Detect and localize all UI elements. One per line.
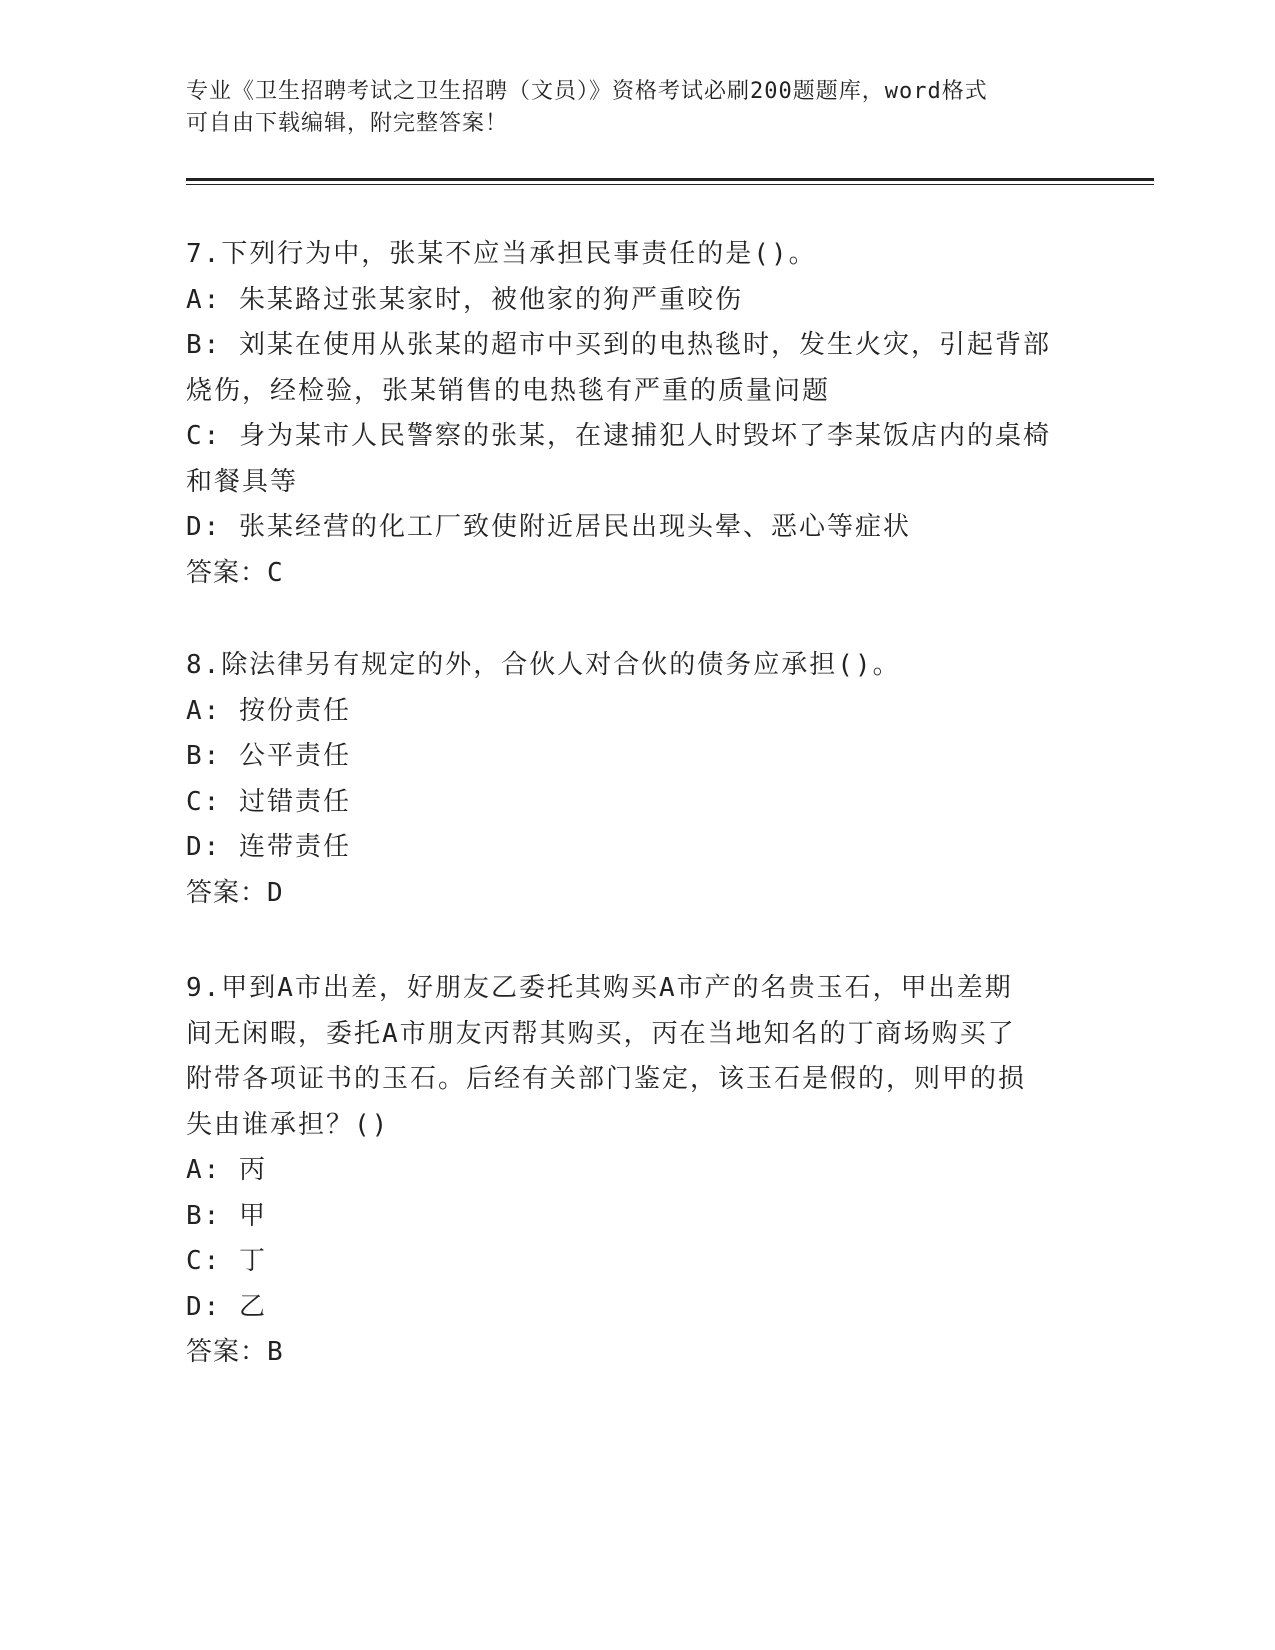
option-d: D: 连带责任 — [186, 832, 351, 862]
question-stem: 7.下列行为中，张某不应当承担民事责任的是()。 — [186, 239, 817, 269]
option-b-continued: 烧伤，经检验，张某销售的电热毯有严重的质量问题 — [186, 375, 831, 406]
question-stem: 8.除法律另有规定的外，合伙人对合伙的债务应承担()。 — [186, 650, 901, 680]
option-d: D: 乙 — [186, 1291, 267, 1322]
header-divider-thick — [186, 178, 1154, 181]
document-header — [186, 76, 1066, 140]
option-a: A: 朱某路过张某家时，被他家的狗严重咬伤 — [186, 284, 743, 315]
question-7 — [186, 232, 1086, 596]
question-stem-continued: 附带各项证书的玉石。后经有关部门鉴定，该玉石是假的，则甲的损 — [186, 1064, 1027, 1094]
option-b: B: 公平责任 — [186, 741, 351, 771]
option-a: A: 按份责任 — [186, 695, 351, 726]
answer: 答案：B — [186, 1337, 284, 1367]
question-stem: 9.甲到A市出差，好朋友乙委托其购买A市产的名贵玉石，甲出差期 — [186, 973, 1013, 1003]
header-line: 专业《卫生招聘考试之卫生招聘（文员）》资格考试必刷200题题库，word格式 — [186, 79, 988, 104]
option-c: C: 过错责任 — [186, 786, 351, 817]
answer: 答案：C — [186, 557, 284, 588]
option-b: B: 刘某在使用从张某的超市中买到的电热毯时，发生火灾，引起背部 — [186, 330, 1051, 360]
question-stem-continued: 间无闲暇，委托A市朋友丙帮其购买，丙在当地知名的丁商场购买了 — [186, 1018, 1016, 1049]
option-c: C: 丁 — [186, 1246, 267, 1276]
answer: 答案：D — [186, 877, 284, 908]
option-a: A: 丙 — [186, 1155, 267, 1185]
option-b: B: 甲 — [186, 1200, 267, 1231]
header-line: 可自由下载编辑，附完整答案！ — [186, 111, 509, 136]
question-8 — [186, 643, 1086, 916]
question-9 — [186, 966, 1086, 1376]
option-c: C: 身为某市人民警察的张某，在逮捕犯人时毁坏了李某饭店内的桌椅 — [186, 421, 1051, 451]
option-d: D: 张某经营的化工厂致使附近居民出现头晕、恶心等症状 — [186, 512, 911, 542]
option-c-continued: 和餐具等 — [186, 466, 299, 497]
header-divider-thin — [186, 184, 1154, 185]
question-stem-continued: 失由谁承担？() — [186, 1109, 390, 1140]
